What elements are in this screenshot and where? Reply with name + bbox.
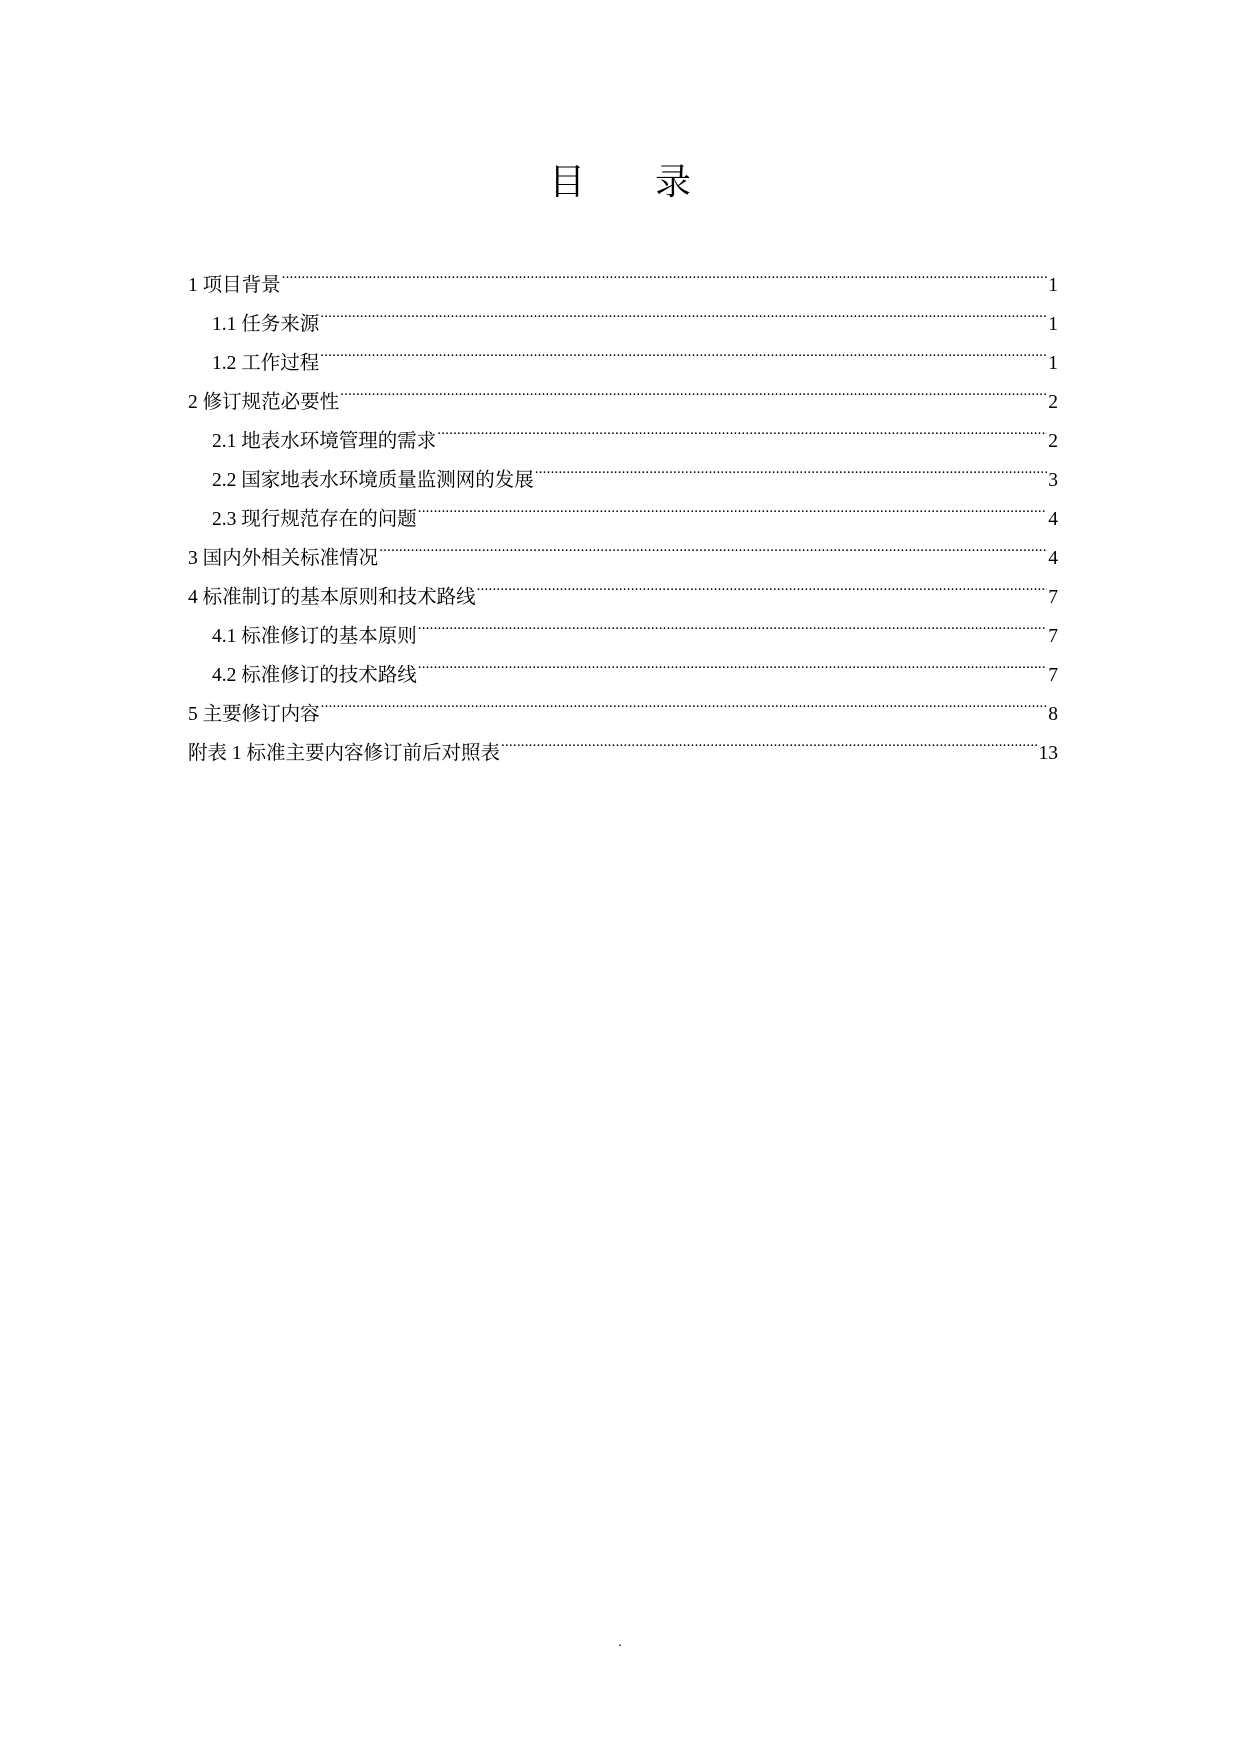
toc-entry-text: 4.1 标准修订的基本原则 <box>212 626 417 647</box>
toc-title-char-2: 录 <box>655 162 692 203</box>
table-of-contents <box>188 252 1058 764</box>
toc-leader-dots <box>418 642 1047 681</box>
toc-leader-dots <box>320 291 1047 330</box>
toc-entry-text: 2 修订规范必要性 <box>188 392 340 413</box>
toc-entry-text: 1 项目背景 <box>188 275 281 296</box>
toc-entry-page: 13 <box>1038 743 1058 764</box>
toc-entry[interactable] <box>188 291 1058 335</box>
toc-leader-dots <box>437 408 1047 447</box>
toc-entry-page: 1 <box>1048 353 1058 374</box>
toc-entry-page: 2 <box>1048 392 1058 413</box>
toc-entry-page: 4 <box>1048 509 1058 530</box>
toc-entry-text: 附表 1 标准主要内容修订前后对照表 <box>188 743 501 764</box>
toc-entry-text: 2.2 国家地表水环境质量监测网的发展 <box>212 470 534 491</box>
toc-leader-dots <box>379 525 1047 564</box>
toc-entry-page: 1 <box>1048 314 1058 335</box>
toc-leader-dots <box>418 603 1047 642</box>
toc-entry-page: 2 <box>1048 431 1058 452</box>
toc-title <box>0 162 1240 203</box>
toc-leader-dots <box>477 564 1048 603</box>
toc-entry-text: 2.3 现行规范存在的问题 <box>212 509 417 530</box>
page-footer-mark: . <box>618 1635 622 1650</box>
toc-entry-text: 5 主要修订内容 <box>188 704 320 725</box>
toc-entry-page: 4 <box>1048 548 1058 569</box>
toc-entry-page: 8 <box>1048 704 1058 725</box>
toc-leader-dots <box>501 720 1037 759</box>
toc-entry-text: 2.1 地表水环境管理的需求 <box>212 431 437 452</box>
toc-entry-text: 3 国内外相关标准情况 <box>188 548 379 569</box>
toc-entry-page: 3 <box>1048 470 1058 491</box>
toc-entry-text: 4 标准制订的基本原则和技术路线 <box>188 587 476 608</box>
toc-entry-text: 4.2 标准修订的技术路线 <box>212 665 417 686</box>
toc-leader-dots <box>418 486 1047 525</box>
toc-leader-dots <box>321 681 1048 720</box>
toc-entry[interactable] <box>188 252 1058 296</box>
toc-entry-page: 7 <box>1048 626 1058 647</box>
toc-title-char-1: 目 <box>548 162 585 203</box>
toc-entry-text: 1.1 任务来源 <box>212 314 320 335</box>
toc-entry-page: 7 <box>1048 587 1058 608</box>
toc-entry-page: 1 <box>1048 275 1058 296</box>
toc-leader-dots <box>340 369 1047 408</box>
toc-leader-dots <box>282 252 1048 291</box>
toc-entry-page: 7 <box>1048 665 1058 686</box>
toc-leader-dots <box>535 447 1047 486</box>
toc-entry-text: 1.2 工作过程 <box>212 353 320 374</box>
toc-leader-dots <box>320 330 1047 369</box>
